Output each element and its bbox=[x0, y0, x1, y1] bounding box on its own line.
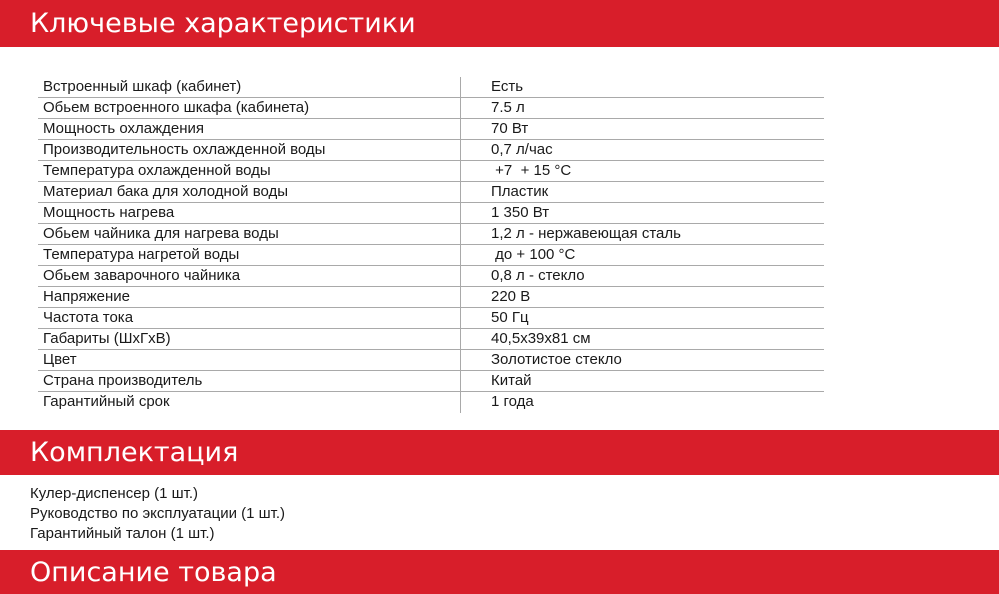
spec-value: Золотистое стекло bbox=[491, 351, 622, 368]
table-row bbox=[38, 308, 824, 329]
table-row bbox=[38, 350, 824, 371]
table-row bbox=[38, 182, 824, 203]
spec-label: Материал бака для холодной воды bbox=[43, 183, 289, 200]
spec-value: Есть bbox=[491, 78, 524, 95]
spec-label: Мощность нагрева bbox=[43, 204, 175, 221]
table-row bbox=[38, 140, 824, 161]
specs-table bbox=[38, 77, 824, 413]
spec-label: Мощность охлаждения bbox=[43, 120, 205, 137]
list-item: Кулер-диспенсер (1 шт.) bbox=[30, 485, 198, 502]
table-row bbox=[38, 287, 824, 308]
specs-header bbox=[0, 0, 999, 47]
table-row bbox=[38, 98, 824, 119]
spec-label: Обьем чайника для нагрева воды bbox=[43, 225, 279, 242]
spec-value: 220 В bbox=[491, 288, 531, 305]
spec-label: Гарантийный срок bbox=[43, 393, 170, 410]
spec-value: до + 100 °С bbox=[491, 246, 576, 263]
spec-value: 1 350 Вт bbox=[491, 204, 550, 221]
description-header bbox=[0, 550, 999, 594]
spec-value: 40,5х39х81 см bbox=[491, 330, 591, 347]
table-row bbox=[38, 392, 824, 413]
table-row bbox=[38, 119, 824, 140]
description-title: Описание товара bbox=[30, 556, 277, 588]
spec-value: 7.5 л bbox=[491, 99, 525, 116]
spec-value: 0,8 л - стекло bbox=[491, 267, 585, 284]
specs-title: Ключевые характеристики bbox=[30, 8, 416, 39]
table-row bbox=[38, 329, 824, 350]
spec-value: +7 + 15 °С bbox=[491, 162, 572, 179]
table-row bbox=[38, 77, 824, 98]
spec-label: Производительность охлажденной воды bbox=[43, 141, 326, 158]
spec-value: 1,2 л - нержавеющая сталь bbox=[491, 225, 681, 242]
spec-value: 0,7 л/час bbox=[491, 141, 553, 158]
spec-label: Температура нагретой воды bbox=[43, 246, 240, 263]
list-item: Гарантийный талон (1 шт.) bbox=[30, 525, 215, 542]
table-row bbox=[38, 224, 824, 245]
spec-label: Обьем встроенного шкафа (кабинета) bbox=[43, 99, 310, 116]
list-item: Руководство по эксплуатации (1 шт.) bbox=[30, 505, 286, 522]
spec-label: Страна производитель bbox=[43, 372, 203, 389]
spec-label: Встроенный шкаф (кабинет) bbox=[43, 78, 242, 95]
table-row bbox=[38, 161, 824, 182]
spec-label: Цвет bbox=[43, 351, 77, 368]
kit-header bbox=[0, 430, 999, 475]
kit-title: Комплектация bbox=[30, 437, 239, 468]
kit-list bbox=[30, 484, 285, 544]
table-row bbox=[38, 266, 824, 287]
table-row bbox=[38, 245, 824, 266]
spec-value: Пластик bbox=[491, 183, 549, 200]
spec-value: Китай bbox=[491, 372, 532, 389]
spec-label: Обьем заварочного чайника bbox=[43, 267, 241, 284]
table-row bbox=[38, 371, 824, 392]
spec-label: Частота тока bbox=[43, 309, 134, 326]
spec-label: Напряжение bbox=[43, 288, 130, 305]
spec-value: 50 Гц bbox=[491, 309, 529, 326]
spec-label: Габариты (ШхГхВ) bbox=[43, 330, 171, 347]
table-row bbox=[38, 203, 824, 224]
spec-value: 70 Вт bbox=[491, 120, 529, 137]
spec-value: 1 года bbox=[491, 393, 534, 410]
spec-label: Температура охлажденной воды bbox=[43, 162, 271, 179]
